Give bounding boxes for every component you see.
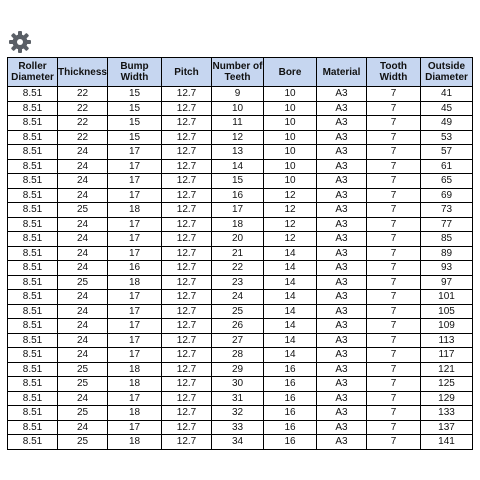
table-cell: 101 bbox=[421, 290, 473, 305]
table-row bbox=[8, 362, 473, 377]
column-header-outside-diameter: Outside Diameter bbox=[421, 58, 473, 87]
table-cell: 16 bbox=[108, 261, 162, 276]
column-header-material: Material bbox=[317, 58, 367, 87]
table-cell: 12 bbox=[212, 130, 264, 145]
table-cell: 8.51 bbox=[8, 159, 58, 174]
column-header-roller-diameter: Roller Diameter bbox=[8, 58, 58, 87]
table-cell: 25 bbox=[58, 203, 108, 218]
table-cell: 8.51 bbox=[8, 290, 58, 305]
table-cell: 28 bbox=[212, 348, 264, 363]
table-cell: 12 bbox=[264, 232, 317, 247]
table-cell: 17 bbox=[108, 348, 162, 363]
table-row bbox=[8, 116, 473, 131]
table-cell: 12.7 bbox=[162, 116, 212, 131]
table-cell: 17 bbox=[108, 145, 162, 160]
table-cell: A3 bbox=[317, 319, 367, 334]
table-cell: 12.7 bbox=[162, 319, 212, 334]
table-cell: 22 bbox=[58, 116, 108, 131]
table-cell: 77 bbox=[421, 217, 473, 232]
table-cell: 8.51 bbox=[8, 391, 58, 406]
table-cell: 89 bbox=[421, 246, 473, 261]
table-cell: 7 bbox=[367, 159, 421, 174]
table-cell: 53 bbox=[421, 130, 473, 145]
table-cell: 17 bbox=[108, 246, 162, 261]
table-cell: 8.51 bbox=[8, 217, 58, 232]
table-cell: 20 bbox=[212, 232, 264, 247]
table-cell: 125 bbox=[421, 377, 473, 392]
table-cell: 7 bbox=[367, 116, 421, 131]
table-cell: 12.7 bbox=[162, 261, 212, 276]
table-cell: 12.7 bbox=[162, 391, 212, 406]
table-cell: 17 bbox=[108, 290, 162, 305]
table-cell: 57 bbox=[421, 145, 473, 160]
table-cell: 17 bbox=[108, 420, 162, 435]
table-cell: 8.51 bbox=[8, 130, 58, 145]
table-cell: 8.51 bbox=[8, 87, 58, 102]
table-cell: 17 bbox=[108, 174, 162, 189]
table-cell: 25 bbox=[58, 406, 108, 421]
table-cell: A3 bbox=[317, 377, 367, 392]
table-cell: 12.7 bbox=[162, 159, 212, 174]
table-row bbox=[8, 420, 473, 435]
table-cell: 32 bbox=[212, 406, 264, 421]
column-header-number-of-teeth: Number of Teeth bbox=[212, 58, 264, 87]
table-cell: 16 bbox=[212, 188, 264, 203]
table-cell: A3 bbox=[317, 435, 367, 450]
table-cell: 12.7 bbox=[162, 406, 212, 421]
table-cell: 7 bbox=[367, 174, 421, 189]
table-cell: 27 bbox=[212, 333, 264, 348]
table-cell: 13 bbox=[212, 145, 264, 160]
table-cell: 12.7 bbox=[162, 174, 212, 189]
table-cell: 12.7 bbox=[162, 275, 212, 290]
table-cell: 7 bbox=[367, 406, 421, 421]
table-cell: 25 bbox=[58, 435, 108, 450]
table-cell: 8.51 bbox=[8, 319, 58, 334]
table-cell: 12.7 bbox=[162, 304, 212, 319]
table-cell: 7 bbox=[367, 246, 421, 261]
table-cell: 12.7 bbox=[162, 362, 212, 377]
table-cell: A3 bbox=[317, 275, 367, 290]
table-cell: 16 bbox=[264, 391, 317, 406]
table-cell: 12 bbox=[264, 188, 317, 203]
table-cell: 9 bbox=[212, 87, 264, 102]
table-cell: 7 bbox=[367, 377, 421, 392]
table-cell: 24 bbox=[58, 319, 108, 334]
table-cell: 10 bbox=[264, 174, 317, 189]
table-cell: 12.7 bbox=[162, 377, 212, 392]
table-cell: 17 bbox=[212, 203, 264, 218]
header-row bbox=[8, 58, 473, 87]
table-cell: 7 bbox=[367, 87, 421, 102]
table-cell: A3 bbox=[317, 362, 367, 377]
table-cell: 25 bbox=[58, 377, 108, 392]
table-row bbox=[8, 188, 473, 203]
table-cell: 14 bbox=[212, 159, 264, 174]
table-cell: 7 bbox=[367, 188, 421, 203]
table-cell: 22 bbox=[58, 87, 108, 102]
table-cell: 14 bbox=[264, 261, 317, 276]
table-cell: 45 bbox=[421, 101, 473, 116]
table-cell: 34 bbox=[212, 435, 264, 450]
table-cell: 12.7 bbox=[162, 87, 212, 102]
table-cell: 7 bbox=[367, 348, 421, 363]
table-cell: 117 bbox=[421, 348, 473, 363]
table-cell: 18 bbox=[212, 217, 264, 232]
table-cell: 12 bbox=[264, 217, 317, 232]
table-cell: 25 bbox=[212, 304, 264, 319]
table-cell: 8.51 bbox=[8, 232, 58, 247]
table-cell: 10 bbox=[264, 101, 317, 116]
table-cell: 24 bbox=[212, 290, 264, 305]
table-cell: 85 bbox=[421, 232, 473, 247]
table-cell: A3 bbox=[317, 174, 367, 189]
table-cell: 17 bbox=[108, 391, 162, 406]
table-cell: 17 bbox=[108, 217, 162, 232]
table-row bbox=[8, 217, 473, 232]
table-cell: 7 bbox=[367, 101, 421, 116]
table-cell: A3 bbox=[317, 420, 367, 435]
table-row bbox=[8, 101, 473, 116]
table-cell: 21 bbox=[212, 246, 264, 261]
table-cell: 7 bbox=[367, 217, 421, 232]
table-cell: 7 bbox=[367, 275, 421, 290]
table-cell: A3 bbox=[317, 188, 367, 203]
table-cell: 33 bbox=[212, 420, 264, 435]
table-cell: 16 bbox=[264, 406, 317, 421]
table-cell: 17 bbox=[108, 304, 162, 319]
table-cell: 12.7 bbox=[162, 290, 212, 305]
table-cell: 10 bbox=[264, 116, 317, 131]
table-cell: 16 bbox=[264, 377, 317, 392]
table-cell: 17 bbox=[108, 159, 162, 174]
table-cell: 7 bbox=[367, 203, 421, 218]
table-cell: A3 bbox=[317, 159, 367, 174]
table-row bbox=[8, 406, 473, 421]
column-header-bump-width: Bump Width bbox=[108, 58, 162, 87]
table-cell: 10 bbox=[264, 159, 317, 174]
table-cell: 7 bbox=[367, 145, 421, 160]
table-cell: 15 bbox=[108, 87, 162, 102]
table-cell: 12.7 bbox=[162, 348, 212, 363]
table-cell: 12 bbox=[264, 203, 317, 218]
table-row bbox=[8, 391, 473, 406]
table-cell: 7 bbox=[367, 391, 421, 406]
table-cell: A3 bbox=[317, 101, 367, 116]
table-cell: 12.7 bbox=[162, 188, 212, 203]
table-cell: 24 bbox=[58, 261, 108, 276]
table-cell: A3 bbox=[317, 217, 367, 232]
table-cell: 24 bbox=[58, 348, 108, 363]
table-cell: 8.51 bbox=[8, 406, 58, 421]
table-cell: 18 bbox=[108, 435, 162, 450]
table-cell: 12.7 bbox=[162, 246, 212, 261]
table-cell: 141 bbox=[421, 435, 473, 450]
table-cell: 22 bbox=[212, 261, 264, 276]
table-cell: 14 bbox=[264, 333, 317, 348]
table-cell: 7 bbox=[367, 420, 421, 435]
table-cell: 14 bbox=[264, 319, 317, 334]
table-row bbox=[8, 232, 473, 247]
table-cell: 18 bbox=[108, 275, 162, 290]
table-cell: 8.51 bbox=[8, 203, 58, 218]
table-cell: 24 bbox=[58, 246, 108, 261]
table-cell: 12.7 bbox=[162, 130, 212, 145]
table-cell: A3 bbox=[317, 203, 367, 218]
table-cell: 22 bbox=[58, 130, 108, 145]
table-cell: 24 bbox=[58, 159, 108, 174]
table-cell: 7 bbox=[367, 290, 421, 305]
table-cell: 8.51 bbox=[8, 275, 58, 290]
table-cell: 65 bbox=[421, 174, 473, 189]
table-cell: 31 bbox=[212, 391, 264, 406]
column-header-tooth-width: Tooth Width bbox=[367, 58, 421, 87]
table-cell: 18 bbox=[108, 362, 162, 377]
table-cell: 22 bbox=[58, 101, 108, 116]
column-header-pitch: Pitch bbox=[162, 58, 212, 87]
table-cell: 11 bbox=[212, 116, 264, 131]
table-cell: 18 bbox=[108, 203, 162, 218]
table-cell: 41 bbox=[421, 87, 473, 102]
table-cell: A3 bbox=[317, 391, 367, 406]
table-cell: 8.51 bbox=[8, 377, 58, 392]
table-cell: 8.51 bbox=[8, 304, 58, 319]
table-body bbox=[8, 87, 473, 450]
table-cell: 12.7 bbox=[162, 232, 212, 247]
table-cell: 105 bbox=[421, 304, 473, 319]
table-cell: A3 bbox=[317, 406, 367, 421]
table-cell: 16 bbox=[264, 435, 317, 450]
table-row bbox=[8, 304, 473, 319]
table-cell: 8.51 bbox=[8, 101, 58, 116]
table-cell: 17 bbox=[108, 232, 162, 247]
table-cell: A3 bbox=[317, 232, 367, 247]
table-cell: 8.51 bbox=[8, 174, 58, 189]
table-cell: A3 bbox=[317, 116, 367, 131]
table-cell: 8.51 bbox=[8, 333, 58, 348]
table-row bbox=[8, 130, 473, 145]
table-cell: 30 bbox=[212, 377, 264, 392]
table-cell: 24 bbox=[58, 333, 108, 348]
table-cell: 7 bbox=[367, 304, 421, 319]
table-cell: 7 bbox=[367, 261, 421, 276]
table-cell: A3 bbox=[317, 348, 367, 363]
table-cell: 17 bbox=[108, 319, 162, 334]
table-cell: 14 bbox=[264, 290, 317, 305]
column-header-thickness: Thickness bbox=[58, 58, 108, 87]
table-cell: 15 bbox=[108, 116, 162, 131]
table-cell: 12.7 bbox=[162, 217, 212, 232]
table-cell: 109 bbox=[421, 319, 473, 334]
table-cell: 8.51 bbox=[8, 246, 58, 261]
table-cell: 8.51 bbox=[8, 261, 58, 276]
table-cell: 137 bbox=[421, 420, 473, 435]
table-row bbox=[8, 333, 473, 348]
table-cell: 8.51 bbox=[8, 348, 58, 363]
table-cell: 24 bbox=[58, 290, 108, 305]
table-cell: 18 bbox=[108, 377, 162, 392]
table-cell: 8.51 bbox=[8, 188, 58, 203]
table-cell: 17 bbox=[108, 333, 162, 348]
table-cell: 24 bbox=[58, 391, 108, 406]
table-row bbox=[8, 246, 473, 261]
table-cell: 15 bbox=[108, 130, 162, 145]
table-cell: A3 bbox=[317, 145, 367, 160]
table-cell: 133 bbox=[421, 406, 473, 421]
table-cell: 61 bbox=[421, 159, 473, 174]
table-cell: A3 bbox=[317, 87, 367, 102]
table-cell: 10 bbox=[264, 87, 317, 102]
table-header bbox=[8, 58, 473, 87]
table-cell: 10 bbox=[212, 101, 264, 116]
column-header-bore: Bore bbox=[264, 58, 317, 87]
table-cell: 73 bbox=[421, 203, 473, 218]
table-row bbox=[8, 174, 473, 189]
table-cell: 7 bbox=[367, 362, 421, 377]
table-cell: 14 bbox=[264, 348, 317, 363]
table-cell: 14 bbox=[264, 246, 317, 261]
table-row bbox=[8, 290, 473, 305]
table-cell: 24 bbox=[58, 217, 108, 232]
table-cell: 15 bbox=[212, 174, 264, 189]
table-cell: A3 bbox=[317, 333, 367, 348]
table-cell: 24 bbox=[58, 304, 108, 319]
table-cell: 8.51 bbox=[8, 145, 58, 160]
table-cell: 29 bbox=[212, 362, 264, 377]
table-cell: 14 bbox=[264, 275, 317, 290]
table-row bbox=[8, 348, 473, 363]
table-cell: 12.7 bbox=[162, 333, 212, 348]
table-cell: 25 bbox=[58, 362, 108, 377]
table-cell: 97 bbox=[421, 275, 473, 290]
table-cell: 121 bbox=[421, 362, 473, 377]
table-cell: 49 bbox=[421, 116, 473, 131]
table-cell: A3 bbox=[317, 290, 367, 305]
table-row bbox=[8, 87, 473, 102]
table-cell: 15 bbox=[108, 101, 162, 116]
table-cell: 93 bbox=[421, 261, 473, 276]
table-cell: 16 bbox=[264, 420, 317, 435]
table-cell: 10 bbox=[264, 130, 317, 145]
table-row bbox=[8, 145, 473, 160]
gear-icon bbox=[8, 30, 32, 54]
table-cell: A3 bbox=[317, 130, 367, 145]
table-cell: 12.7 bbox=[162, 101, 212, 116]
table-row bbox=[8, 159, 473, 174]
table-cell: 69 bbox=[421, 188, 473, 203]
table-cell: 24 bbox=[58, 145, 108, 160]
table-cell: 16 bbox=[264, 362, 317, 377]
table-cell: 129 bbox=[421, 391, 473, 406]
table-row bbox=[8, 377, 473, 392]
table-cell: 8.51 bbox=[8, 116, 58, 131]
table-cell: 24 bbox=[58, 174, 108, 189]
table-cell: 12.7 bbox=[162, 435, 212, 450]
table-cell: 24 bbox=[58, 420, 108, 435]
table-cell: 7 bbox=[367, 130, 421, 145]
table-cell: 12.7 bbox=[162, 420, 212, 435]
table-cell: 26 bbox=[212, 319, 264, 334]
table-cell: 23 bbox=[212, 275, 264, 290]
table-cell: 14 bbox=[264, 304, 317, 319]
table-row bbox=[8, 319, 473, 334]
table-cell: 7 bbox=[367, 333, 421, 348]
table-cell: 7 bbox=[367, 435, 421, 450]
table-cell: 12.7 bbox=[162, 203, 212, 218]
table-cell: 113 bbox=[421, 333, 473, 348]
table-cell: A3 bbox=[317, 304, 367, 319]
table-cell: A3 bbox=[317, 246, 367, 261]
table-row bbox=[8, 275, 473, 290]
table-row bbox=[8, 203, 473, 218]
table-cell: 24 bbox=[58, 232, 108, 247]
table-row bbox=[8, 435, 473, 450]
table-cell: 10 bbox=[264, 145, 317, 160]
table-cell: 18 bbox=[108, 406, 162, 421]
table-cell: 25 bbox=[58, 275, 108, 290]
table-cell: 8.51 bbox=[8, 435, 58, 450]
table-cell: 17 bbox=[108, 188, 162, 203]
table-cell: 8.51 bbox=[8, 362, 58, 377]
table-row bbox=[8, 261, 473, 276]
sprocket-spec-table bbox=[7, 57, 473, 450]
table-cell: 12.7 bbox=[162, 145, 212, 160]
table-cell: 24 bbox=[58, 188, 108, 203]
table-cell: 8.51 bbox=[8, 420, 58, 435]
table-cell: 7 bbox=[367, 232, 421, 247]
table-cell: 7 bbox=[367, 319, 421, 334]
table-cell: A3 bbox=[317, 261, 367, 276]
